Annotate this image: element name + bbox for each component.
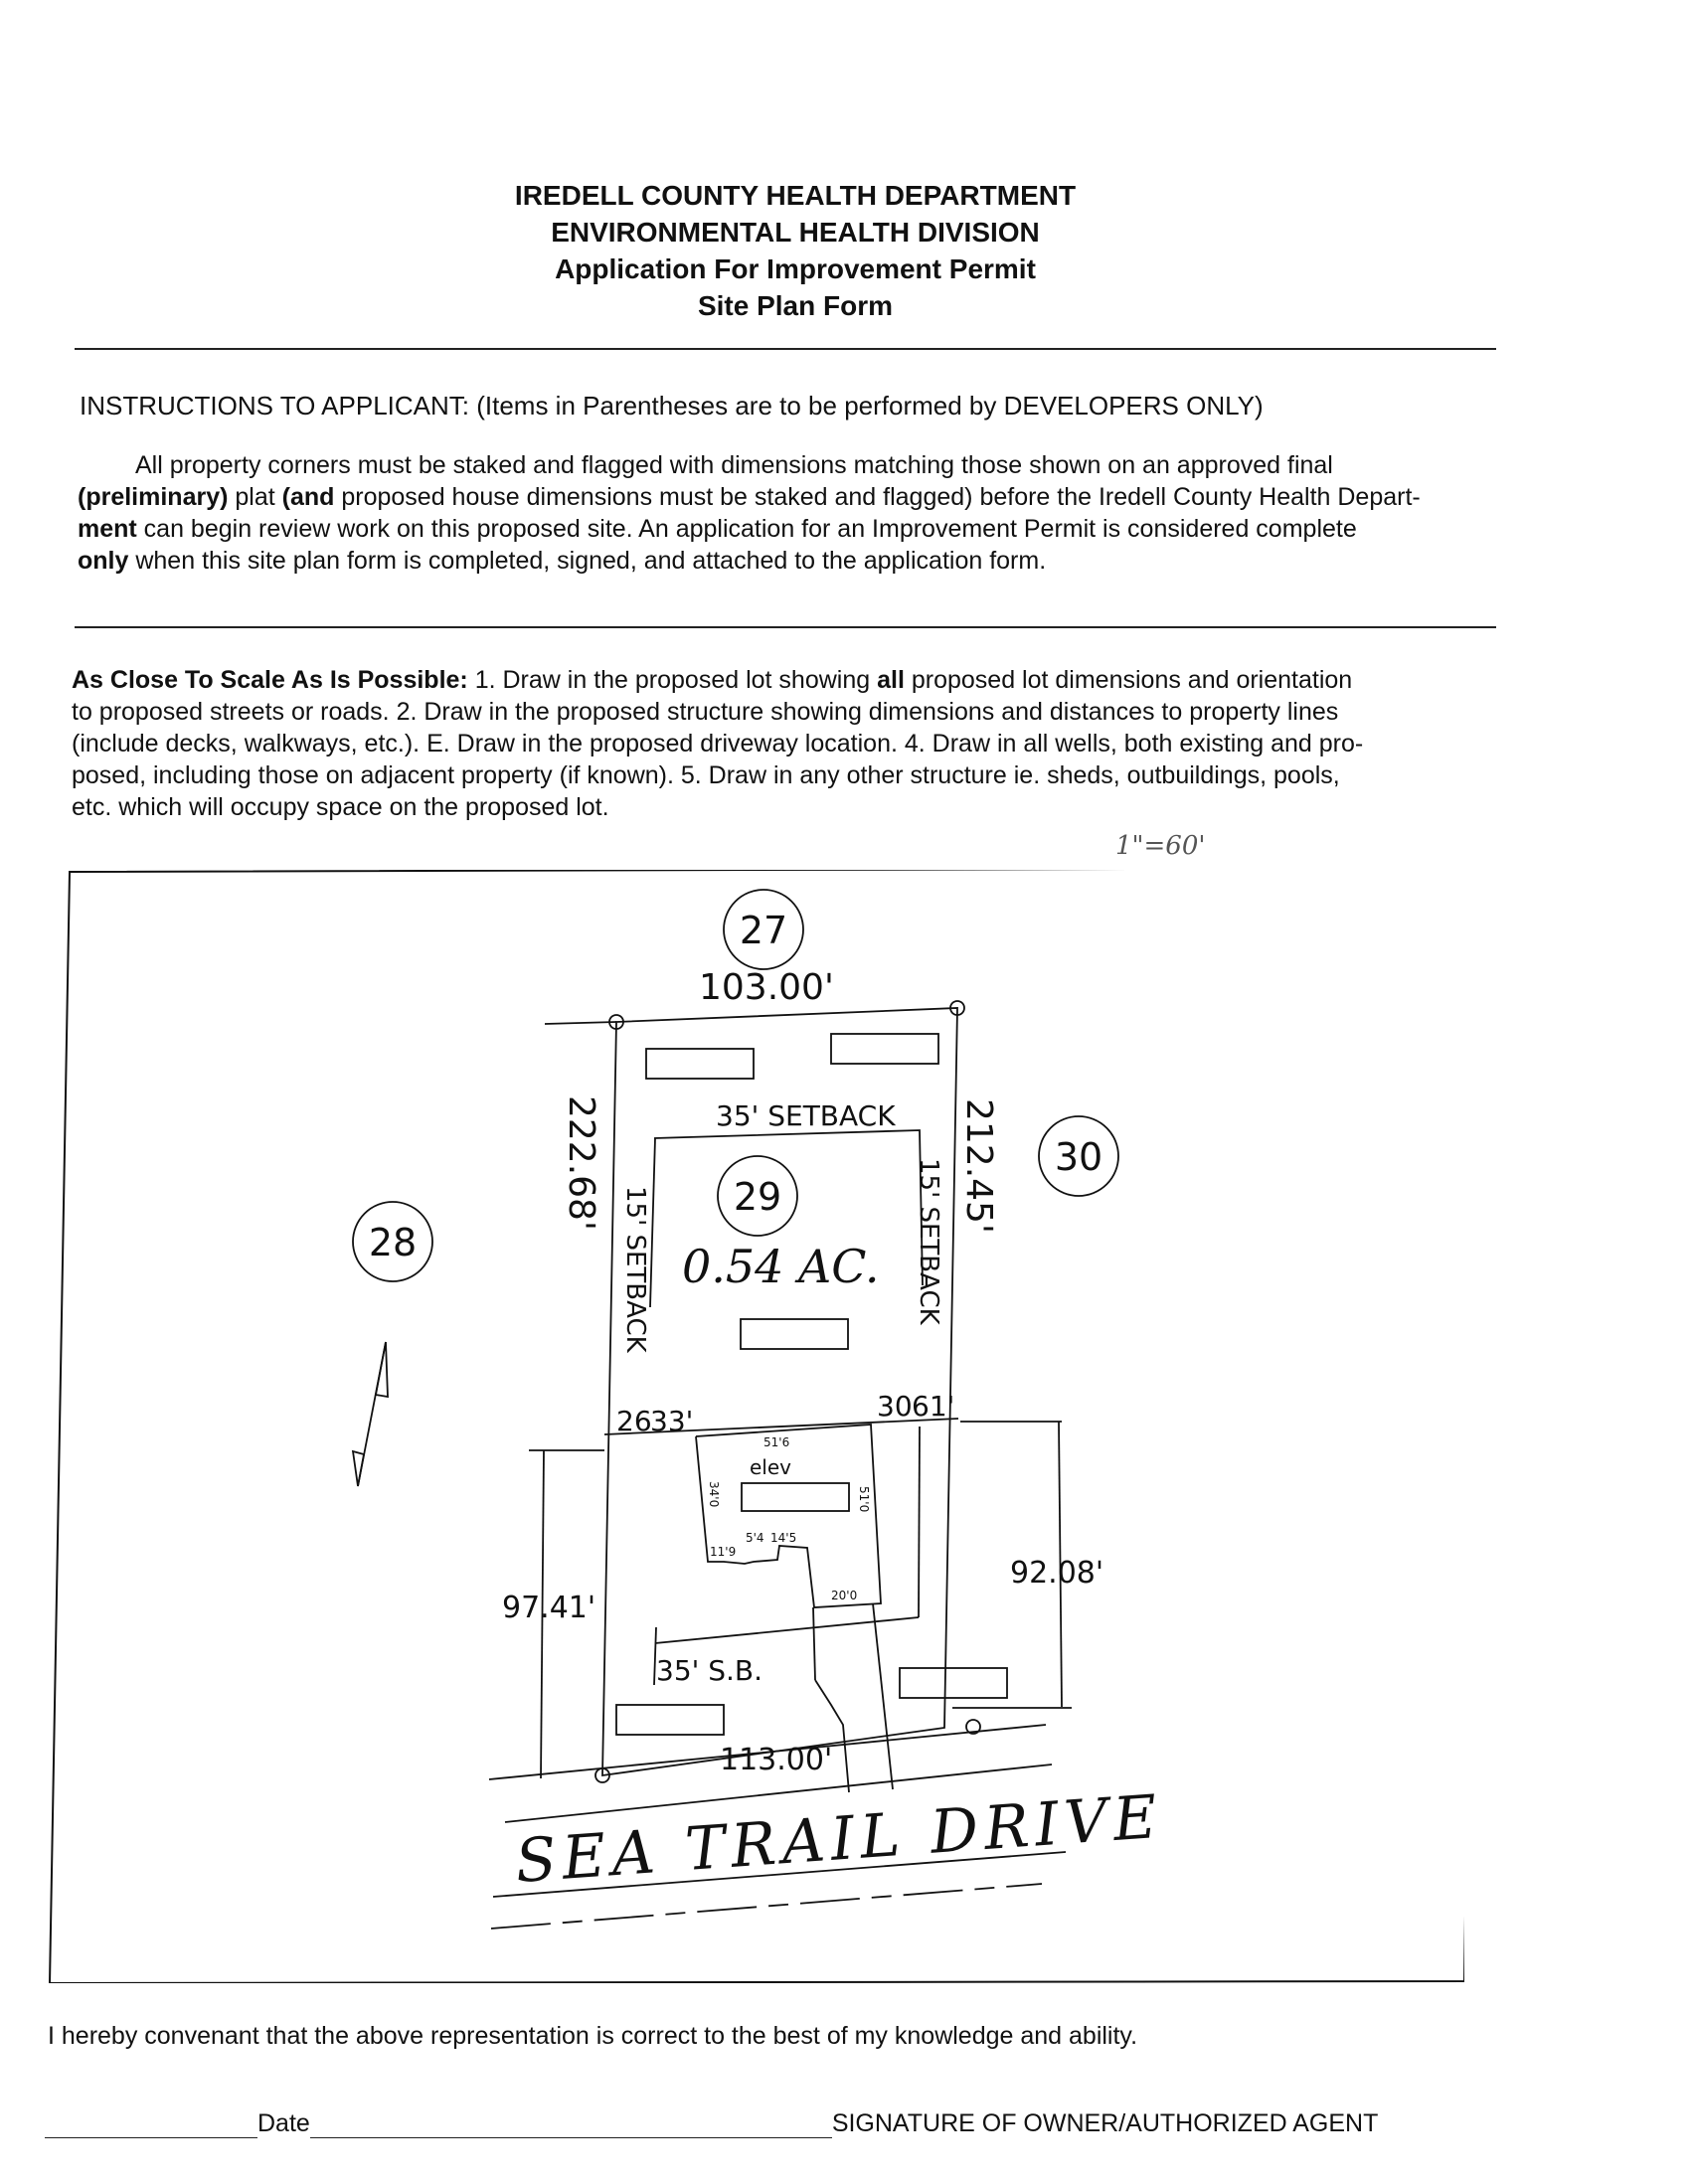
- well-rect-ne: [831, 1034, 938, 1064]
- instructions-heading: INSTRUCTIONS TO APPLICANT: (Items in Parentheses are to be performed by DEVELOPERS ONLY): [80, 391, 1264, 420]
- house-dim-right: 51'0: [857, 1486, 871, 1513]
- split-right-b: 61': [912, 1390, 955, 1423]
- instructions-line-2: [78, 481, 1499, 513]
- instructions-line-3: [78, 513, 1499, 545]
- lot-30-label: 30: [1054, 1135, 1103, 1179]
- well-rect-se: [900, 1668, 1007, 1698]
- text-bold: (preliminary): [78, 483, 229, 511]
- scale-line-1: [72, 664, 1503, 696]
- street-name: SEA TRAIL DRIVE: [513, 1781, 1166, 1897]
- setback-rear-label: 35' S.B.: [656, 1654, 763, 1687]
- setback-front-label: 35' SETBACK: [716, 1099, 896, 1132]
- scale-note: 1"=60': [1115, 831, 1206, 861]
- dimension-street: 113.00': [720, 1743, 833, 1777]
- scale-line-4: posed, including those on adjacent property (if known). 5. Draw in any other structure ie. sheds, outbuildings, pools,: [72, 761, 1340, 789]
- dimension-extension-line: [545, 1022, 616, 1024]
- lot-29-label: 29: [733, 1175, 782, 1219]
- setback-rear-line: [655, 1617, 919, 1643]
- dimension-front: 103.00': [699, 967, 834, 1008]
- text: plat: [228, 483, 282, 511]
- house-label: elev: [750, 1455, 792, 1479]
- house-dim-b1: 11'9: [710, 1545, 737, 1559]
- scale-line-5: etc. which will occupy space on the proposed lot.: [72, 793, 609, 821]
- scale-instructions: [72, 664, 1503, 823]
- acreage-label: 0.54 AC.: [682, 1240, 880, 1293]
- setback-right-label: 15' SETBACK: [914, 1158, 943, 1325]
- split-left-b: 33': [650, 1405, 694, 1437]
- lot-28-label: 28: [368, 1221, 418, 1264]
- certification-statement: I hereby convenant that the above representation is correct to the best of my knowledge and ability.: [48, 2022, 1138, 2050]
- scale-line-3: (include decks, walkways, etc.). E. Draw in the proposed driveway location. 4. Draw in all wells, both existing and pro-: [72, 730, 1364, 757]
- split-right-a: 30: [877, 1390, 913, 1423]
- dimension-left: 222.68': [561, 1095, 601, 1231]
- dimension-lower-right: 92.08': [1010, 1556, 1104, 1591]
- text: proposed lot dimensions and orientation: [904, 666, 1353, 694]
- date-line[interactable]: [45, 2115, 257, 2138]
- signature-row: [45, 2109, 1378, 2138]
- header-line-4: Site Plan Form: [697, 290, 894, 321]
- divider-middle: [75, 626, 1496, 628]
- text-bold: As Close To Scale As Is Possible:: [72, 666, 468, 694]
- house-dim-left: 34'0: [707, 1481, 721, 1508]
- text-bold: ment: [78, 515, 137, 543]
- driveway-left: [813, 1607, 815, 1680]
- driveway-right: [873, 1603, 893, 1789]
- split-left-a: 26: [616, 1405, 652, 1437]
- well-rect-house: [742, 1483, 849, 1511]
- text-bold: all: [877, 666, 905, 694]
- text: when this site plan form is completed, signed, and attached to the application form.: [128, 547, 1047, 575]
- setback-left-label: 15' SETBACK: [620, 1186, 650, 1353]
- text: can begin review work on this proposed site. An application for an Improvement Permit is considered complete: [136, 515, 1357, 543]
- house-footprint: [696, 1425, 881, 1607]
- text: proposed house dimensions must be staked and flagged) before the Iredell County Health Depart-: [334, 483, 1421, 511]
- lot-27-label: 27: [739, 909, 788, 952]
- header-line-2: ENVIRONMENTAL HEALTH DIVISION: [551, 217, 1040, 248]
- setback-right-lower: [919, 1427, 920, 1617]
- dimension-right: 212.45': [958, 1098, 999, 1234]
- signature-line[interactable]: [310, 2115, 832, 2138]
- well-rect-nw: [646, 1049, 754, 1079]
- text: 1. Draw in the proposed lot showing: [467, 666, 878, 694]
- scale-line-2: to proposed streets or roads. 2. Draw in the proposed structure showing dimensions and distances to property lines: [72, 698, 1339, 726]
- instructions-line-1: All property corners must be staked and flagged with dimensions matching those shown on an approved final: [135, 451, 1333, 479]
- north-arrow-head: [376, 1342, 388, 1397]
- site-plan: [48, 870, 1464, 1983]
- divider-top: [75, 348, 1496, 350]
- house-dim-top: 51'6: [763, 1435, 790, 1449]
- header-line-1: IREDELL COUNTY HEALTH DEPARTMENT: [514, 180, 1077, 211]
- well-rect-sw: [616, 1705, 724, 1735]
- instructions-line-4: [78, 545, 1499, 577]
- text-bold: only: [78, 547, 129, 575]
- well-rect-center: [741, 1319, 848, 1349]
- instructions-paragraph: [78, 449, 1499, 577]
- signature-label: SIGNATURE OF OWNER/AUTHORIZED AGENT: [831, 2109, 1379, 2137]
- dimension-lower-left: 97.41': [502, 1591, 596, 1625]
- text-bold: (and: [281, 483, 335, 511]
- house-dim-b3: 14'5: [770, 1531, 797, 1545]
- date-label: Date: [257, 2109, 310, 2137]
- north-arrow-tail: [353, 1451, 364, 1486]
- house-dim-b4: 20'0: [831, 1589, 858, 1602]
- header-line-3: Application For Improvement Permit: [555, 253, 1036, 284]
- house-dim-b2: 5'4: [746, 1531, 764, 1545]
